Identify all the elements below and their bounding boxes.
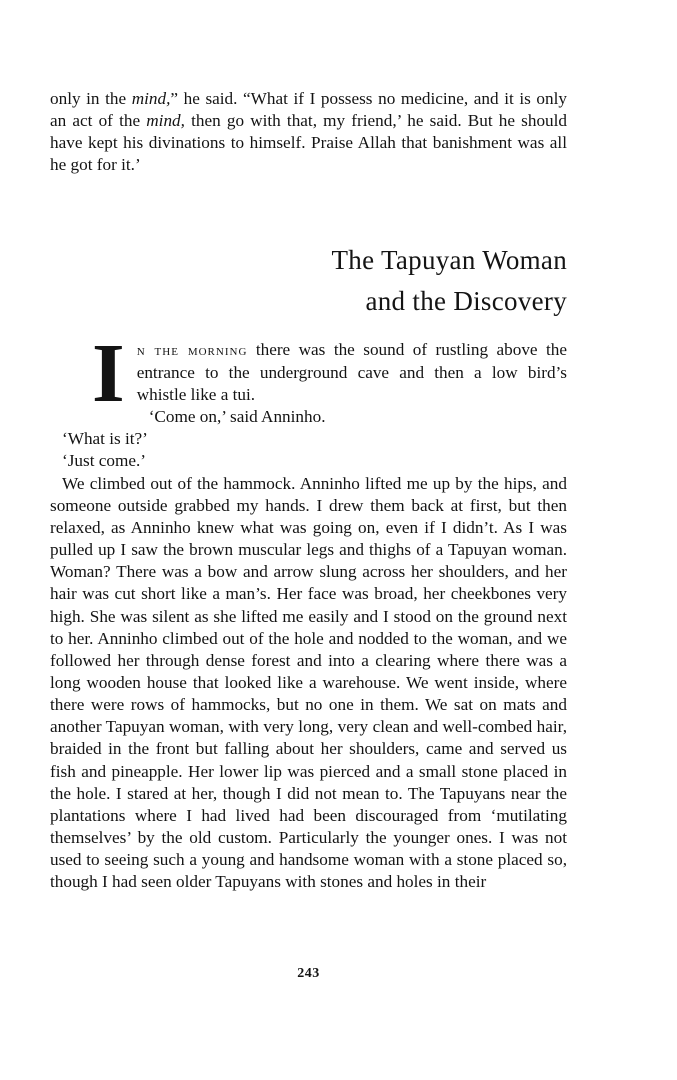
dialogue-line-2: ‘What is it?’ bbox=[62, 429, 148, 449]
italic-mind-2: mind, bbox=[146, 111, 185, 131]
opening-text-2: ” he said. “What if I possess no medicine, and it is only an act of the bbox=[50, 89, 567, 131]
dialogue-line-3: ‘Just come.’ bbox=[62, 451, 147, 471]
opening-text-3: then go with that, my friend,’ he said. But he should have kept his divinations to himself. Praise Allah that banishment was all he got for it.’ bbox=[50, 111, 568, 175]
body-paragraph: We climbed out of the hammock. Anninho lifted me up by the hips, and someone outside grabbed my hands. I drew them back at first, but then relaxed, as Anninho knew what was going on, even if I didn’t. As I was pulled up I saw the brown muscular legs and thighs of a Tapuyan woman. Woman? There was a bow and arrow slung across her shoulders, and her hair was cut short like a man’s. Her face was broad, her cheekbones very high. She was silent as she lifted me easily and I stood on the ground next to her. Anninho climbed out of the hole and nodded to the woman, and we followed her through dense forest and into a clearing where there was a long wooden house that looked like a warehouse. We went inside, where there were rows of hammocks, but no one in them. We sat on mats and another Tapuyan woman, with very long, very clean and well-combed hair, braided in the front but falling about her shoulders, came and served us fish and pineapple. Her lower lip was pierced and a small stone placed in the hole. I stared at her, though I did not mean to. The Tapuyans near the plantations where I had lived had been discouraged from ‘mutilating themselves’ by the old custom. Particularly the younger ones. I was not used to seeing such a young and handsome woman with a stone placed so, though I had seen older Tapuyans with stones and holes in their bbox=[50, 473, 567, 892]
first-paragraph-text: there was the sound of rustling above the entrance to the underground cave and then a low bird’s whistle like a tui. bbox=[136, 339, 567, 404]
opening-paragraph bbox=[50, 88, 567, 177]
small-caps-lead: n the morning bbox=[136, 342, 248, 359]
dialogue-line-1: ‘Come on,’ said Anninho. bbox=[148, 407, 326, 427]
opening-text-1: only in the bbox=[50, 89, 132, 108]
page-number: 243 bbox=[297, 966, 320, 981]
chapter-title-line-2: and the Discovery bbox=[365, 285, 567, 316]
chapter-heading bbox=[50, 240, 567, 322]
book-page bbox=[50, 88, 567, 894]
drop-cap: I bbox=[92, 326, 125, 420]
chapter-title-line-1: The Tapuyan Woman bbox=[331, 244, 567, 275]
italic-mind-1: mind, bbox=[131, 89, 171, 108]
